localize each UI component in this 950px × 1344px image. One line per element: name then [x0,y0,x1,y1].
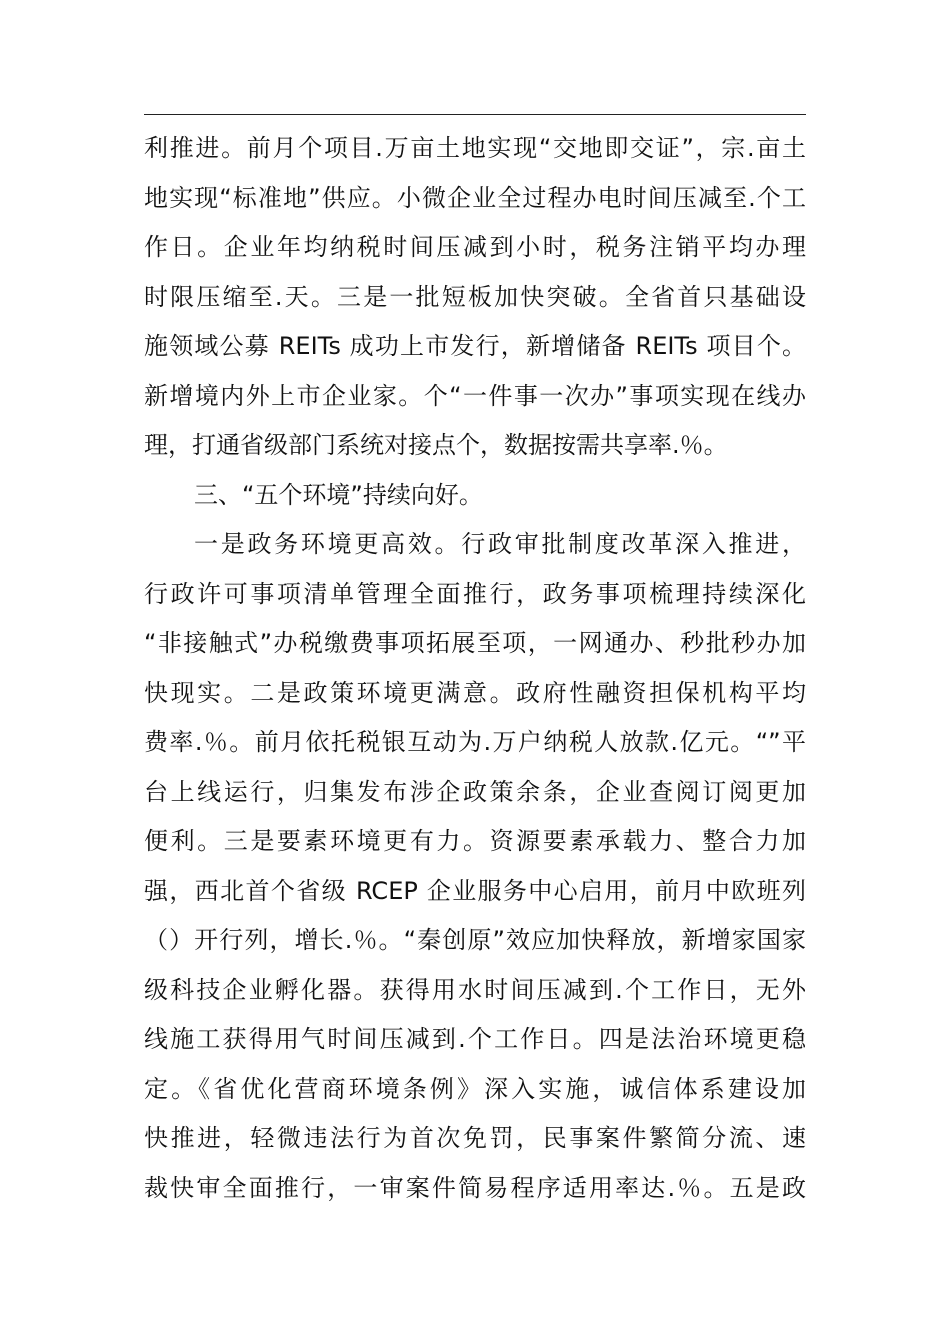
text-line: （）开行列，增长.％。“秦创原”效应加快释放，新增家国家 [144,926,806,954]
section-heading: 三、“五个环境”持续向好。 [194,480,483,509]
text-line: 理，打通省级部门系统对接点个，数据按需共享率.％。 [144,431,728,459]
text-line: 台上线运行，归集发布涉企政策余条，企业查阅订阅更加 [144,777,806,806]
text-line: 级科技企业孵化器。获得用水时间压减到.个工作日，无外 [144,975,806,1004]
text-line: 定。《省优化营商环境条例》深入实施，诚信体系建设加 [144,1074,806,1103]
text-line: “非接触式”办税缴费事项拓展至项，一网通办、秒批秒办加 [144,629,806,657]
text-line: 强，西北首个省级 RCEP 企业服务中心启用，前月中欧班列 [144,876,806,905]
header-rule [144,114,806,115]
text-line: 费率.％。前月依托税银互动为.万户纳税人放款.亿元。“”平 [144,728,806,756]
text-line: 线施工获得用气时间压减到.个工作日。四是法治环境更稳 [144,1025,806,1053]
paragraph-first-line: 一是政务环境更高效。行政审批制度改革深入推进， [194,530,806,558]
text-line: 便利。三是要素环境更有力。资源要素承载力、整合力加 [144,827,806,855]
text-line: 施领域公募 REITs 成功上市发行，新增储备 REITs 项目个。 [144,332,806,360]
text-line: 裁快审全面推行，一审案件简易程序适用率达.％。五是政 [144,1173,806,1202]
text-line: 利推进。前月个项目.万亩土地实现“交地即交证”，宗.亩土 [144,134,806,162]
text-line: 地实现“标准地”供应。小微企业全过程办电时间压减至.个工 [144,183,806,212]
text-line: 行政许可事项清单管理全面推行，政务事项梳理持续深化 [144,579,806,608]
text-line: 快推进，轻微违法行为首次免罚，民事案件繁简分流、速 [144,1124,806,1152]
text-line: 快现实。二是政策环境更满意。政府性融资担保机构平均 [144,678,806,707]
text-line: 新增境内外上市企业家。个“一件事一次办”事项实现在线办 [144,381,806,410]
document-body [144,124,806,1213]
text-line: 时限压缩至.天。三是一批短板加快突破。全省首只基础设 [144,282,806,311]
text-line: 作日。企业年均纳税时间压减到小时，税务注销平均办理 [144,233,806,261]
